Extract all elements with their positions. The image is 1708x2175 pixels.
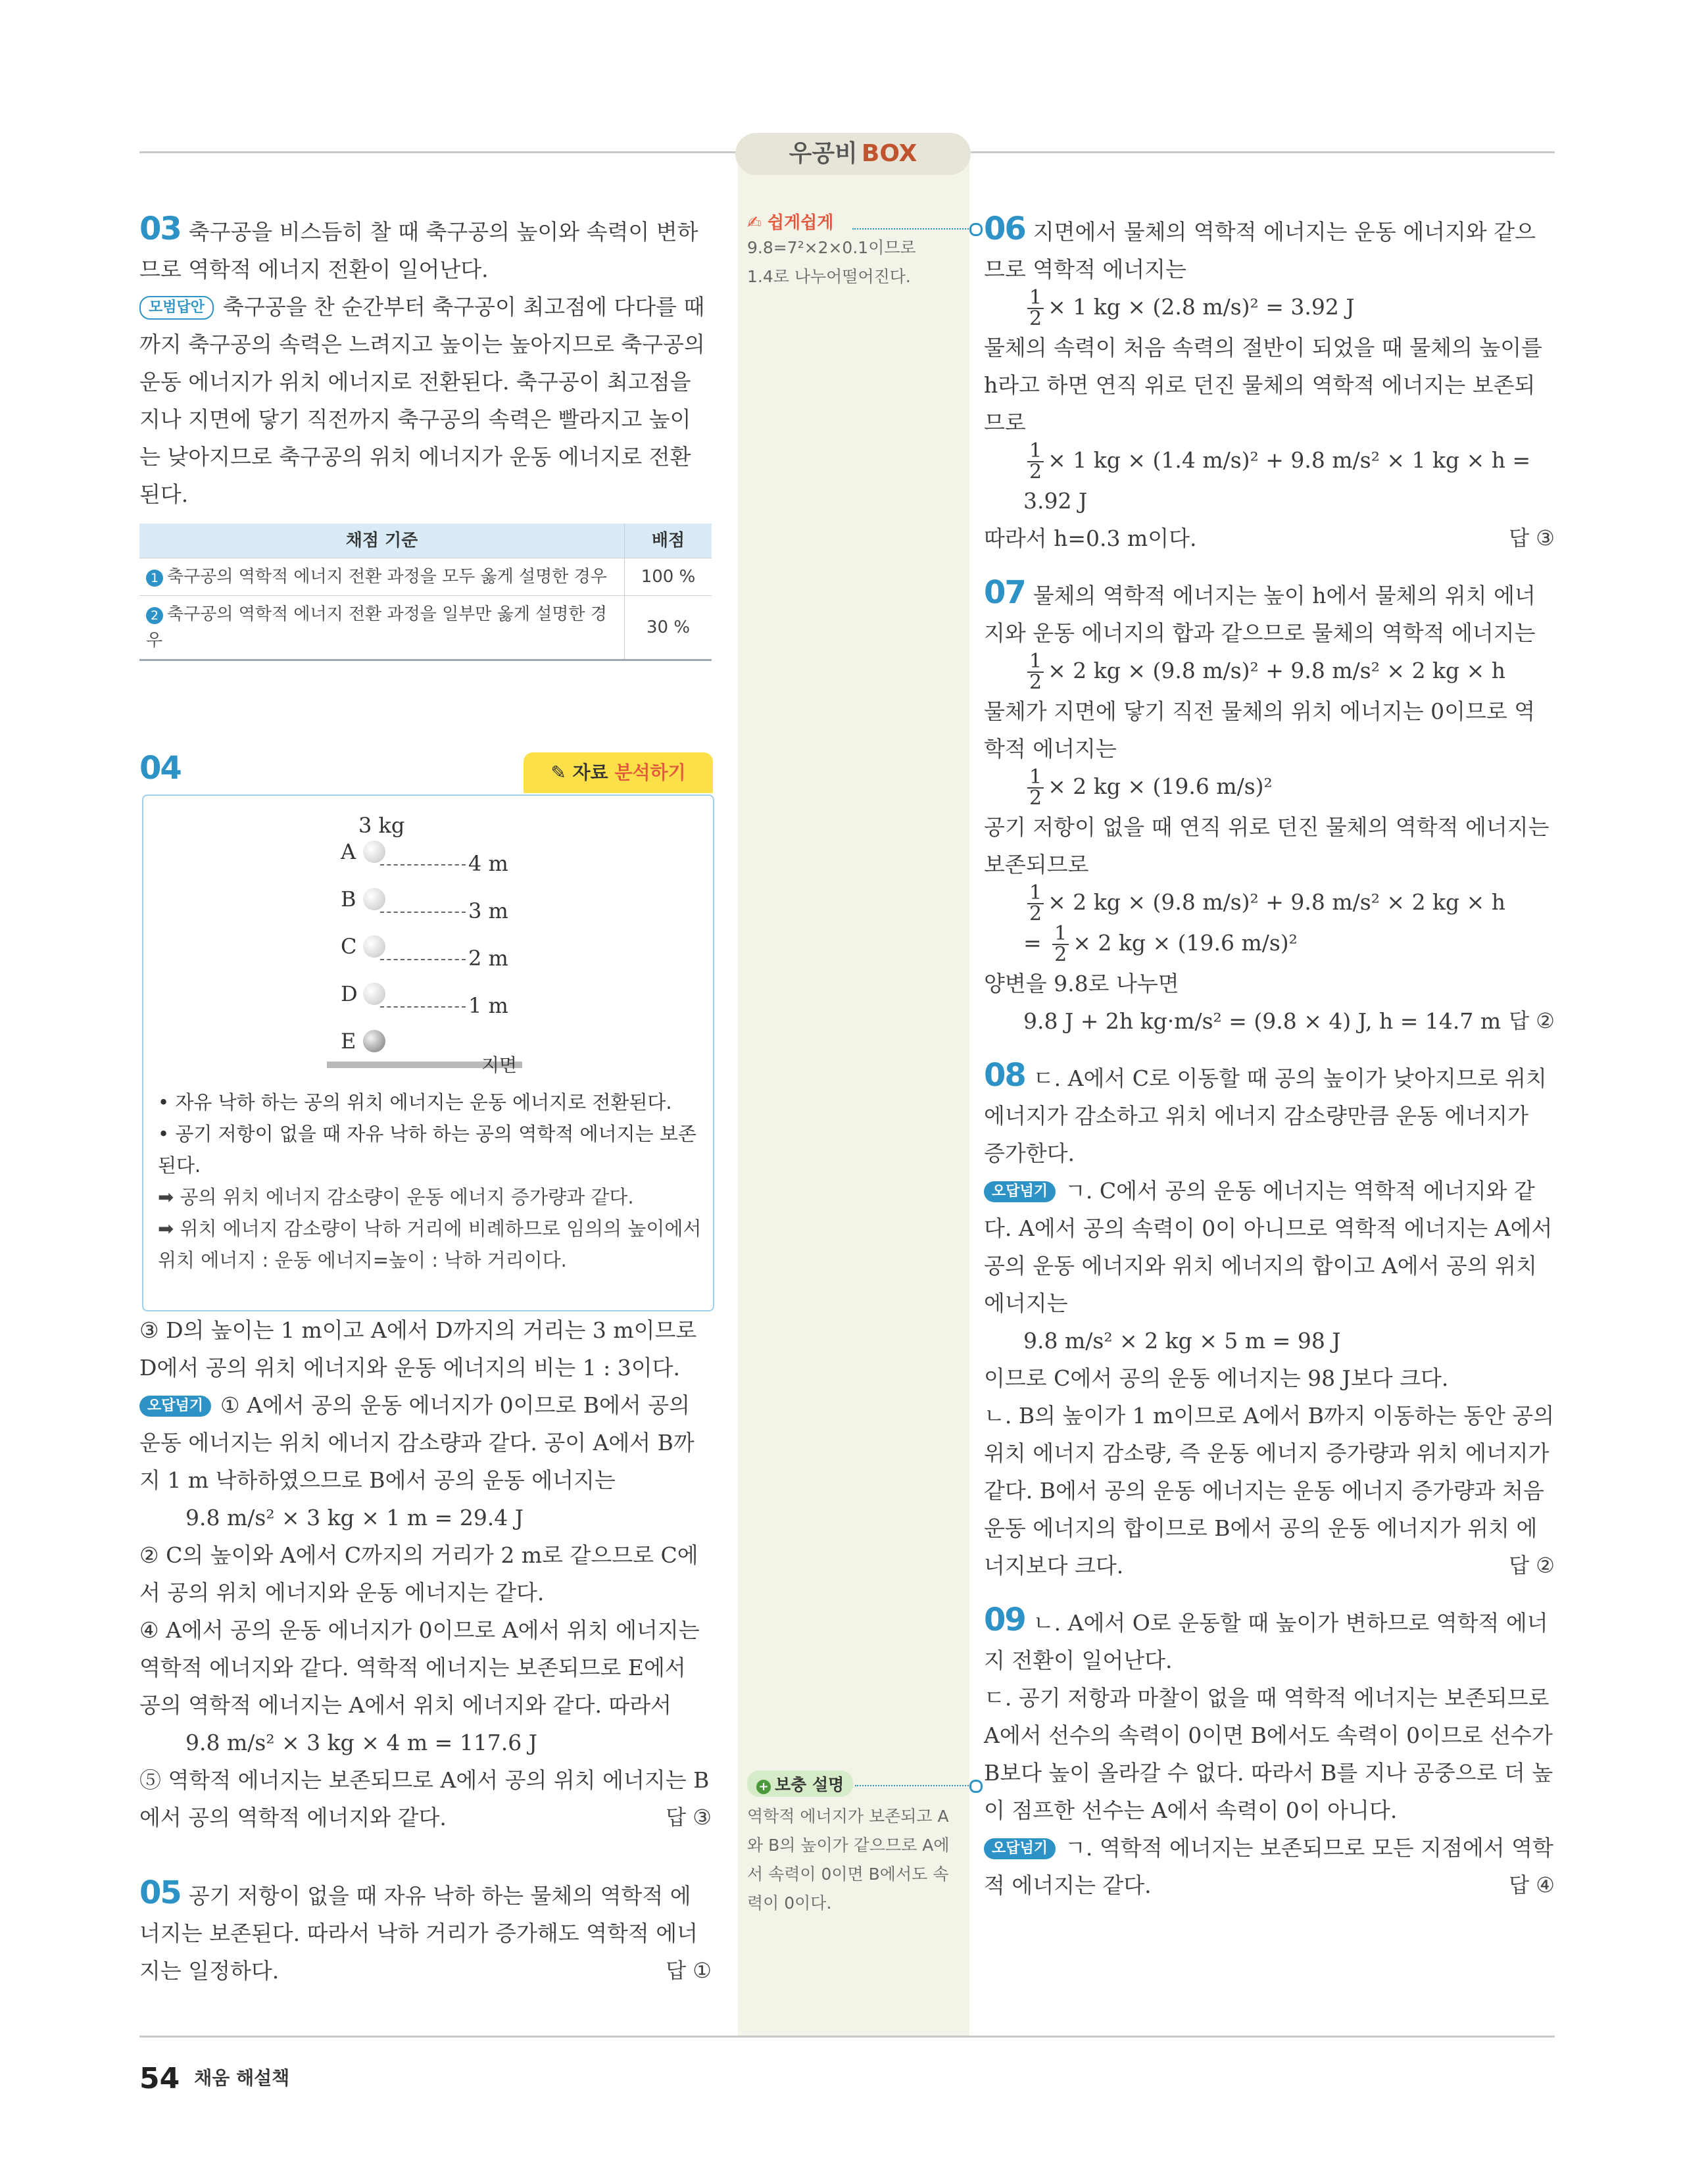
table-row: [139, 558, 712, 596]
q09-wrong-answer: 오답넘기 ㄱ. 역학적 에너지는 보존되므로 모든 지점에서 역학적 에너지는 같다. 답 ④: [984, 1829, 1555, 1904]
q07-equation-5: 9.8 J + 2h kg·m/s² = (9.8 × 4) J, h = 14.7 m 답 ②: [984, 1002, 1555, 1040]
fraction-half: $\frac{1}{2}$: [1027, 441, 1044, 482]
height-label-c: 2 m: [468, 946, 508, 971]
ball-d: [363, 983, 385, 1005]
easy-tip-leader: [852, 228, 971, 230]
ground-label: 지면: [481, 1054, 518, 1076]
q08-para-3: ㄴ. B의 높이가 1 m이므로 A에서 B까지 이동하는 동안 공의 위치 에너지 감소량, 즉 운동 에너지 증가량과 위치 에너지가 같다. B에서 공의 운동 에너지는 운동 에너지 증가량과 처음 운동 에너지의 합이므로 B에서 공의 운동 에너지가 위치 에너지보다 크다. 답 ②: [984, 1397, 1555, 1584]
ball-c: [363, 935, 385, 958]
q04-wrong-answer: 오답넘기 ① A에서 공의 운동 에너지가 0이므로 B에서 공의 운동 에너지는 위치 에너지 감소량과 같다. 공이 A에서 B까지 1 m 낙하하였으므로 B에서 공의 운동 에너지는: [139, 1392, 695, 1493]
q06-result: 따라서 h=0.3 m이다. 답 ③: [984, 520, 1555, 557]
supplement-text: 역학적 에너지가 보존되고 A와 B의 높이가 같으므로 A에서 속력이 0이면 B에서도 속력이 0이다.: [747, 1807, 950, 1913]
page-footer: [139, 2062, 289, 2095]
wrong-answer-badge: 오답넘기: [984, 1838, 1056, 1859]
fraction-half: $\frac{1}{2}$: [1052, 924, 1069, 965]
fraction-half: $\frac{1}{2}$: [1027, 652, 1044, 693]
q07-equation-3: $\frac{1}{2}$ × 2 kg × (9.8 m/s)² + 9.8 m/s² × 2 kg × h: [984, 883, 1555, 924]
q05-block: [139, 1874, 712, 1990]
q08-equation-1: 9.8 m/s² × 2 kg × 5 m = 98 J: [1023, 1328, 1341, 1354]
q06-equation-2: $\frac{1}{2}$ × 1 kg × (1.4 m/s)² + 9.8 m/s² × 1 kg × h = 3.92 J: [1023, 439, 1531, 514]
scoring-header-score: 배점: [625, 524, 712, 558]
q04-para-2: ② C의 높이와 A에서 C까지의 거리가 2 m로 같으므로 C에서 공의 위치 에너지와 운동 에너지는 같다.: [139, 1542, 698, 1605]
fraction-half: $\frac{1}{2}$: [1027, 288, 1044, 329]
height-label-b: 3 m: [468, 898, 508, 923]
q08-intro: 08 ㄷ. A에서 C로 이동할 때 공의 높이가 낮아지므로 위치 에너지가 감소하고 위치 에너지 감소량만큼 운동 에너지가 증가한다.: [984, 1057, 1547, 1166]
bottom-rule: [139, 2036, 1555, 2038]
q06-equation-1: $\frac{1}{2}$ × 1 kg × (2.8 m/s)² = 3.92 J: [984, 288, 1555, 329]
top-rule-left: [139, 151, 738, 153]
box-header-box: BOX: [861, 140, 917, 167]
easy-tip-line-1: 9.8=7²×2×0.1이므로: [747, 238, 916, 257]
q09-intro: 09 ㄴ. A에서 O로 운동할 때 높이가 변하므로 역학적 에너지 전환이 일어난다.: [984, 1601, 1548, 1673]
q03-number: 03: [139, 210, 181, 247]
point-label-a: A: [341, 839, 356, 864]
q04-number: 04: [139, 750, 181, 787]
pencil-icon: ✎: [550, 762, 566, 783]
q09-number: 09: [984, 1601, 1025, 1638]
point-label-c: C: [341, 934, 357, 959]
data-analysis-tab: ✎ 자료 분석하기: [524, 752, 713, 793]
easy-tip-line-2: 1.4로 나누어떨어진다.: [747, 267, 911, 286]
q08-answer: 답 ②: [1509, 1553, 1555, 1578]
q03-block: [139, 210, 712, 513]
q04-equation-2: 9.8 m/s² × 3 kg × 4 m = 117.6 J: [185, 1730, 538, 1755]
criterion-mark: 2: [146, 607, 163, 624]
box-header: [735, 133, 971, 175]
top-rule-right: [969, 151, 1555, 153]
q05-text: 05 공기 저항이 없을 때 자유 낙하 하는 물체의 역학적 에너지는 보존된다. 따라서 낙하 거리가 증가해도 역학적 에너지는 일정하다. 답 ①: [139, 1874, 712, 1990]
wrong-answer-badge: 오답넘기: [984, 1181, 1056, 1202]
supplement-badge: + 보충 설명: [747, 1771, 853, 1797]
q04-para-5: ⑤ 역학적 에너지는 보존되므로 A에서 공의 위치 에너지는 B에서 공의 역학적 에너지와 같다. 답 ③: [139, 1761, 712, 1836]
side-box-column: [738, 151, 969, 2036]
analysis-bullet: ➡ 공의 위치 에너지 감소량이 운동 에너지 증가량과 같다.: [158, 1186, 634, 1208]
plus-icon: +: [756, 1780, 771, 1794]
ball-b: [363, 888, 385, 910]
supplement-leader: [855, 1785, 971, 1786]
q04-para-3: ③ D의 높이는 1 m이고 A에서 D까지의 거리는 3 m이므로 D에서 공의 위치 에너지와 운동 에너지의 비는 1 : 3이다.: [139, 1317, 697, 1381]
ball-e: [363, 1030, 385, 1052]
fraction-half: $\frac{1}{2}$: [1027, 883, 1044, 924]
q05-answer: 답 ①: [666, 1958, 712, 1983]
fraction-half: $\frac{1}{2}$: [1027, 768, 1044, 808]
book-title: 채움 해설책: [194, 2067, 290, 2089]
dash-line-c: [380, 959, 466, 960]
q04-answer: 답 ③: [666, 1805, 712, 1830]
q06-mid: 물체의 속력이 처음 속력의 절반이 되었을 때 물체의 높이를 h라고 하면 연직 위로 던진 물체의 역학적 에너지는 보존되므로: [984, 335, 1542, 435]
height-label-d: 1 m: [468, 993, 508, 1018]
q07-equation-1: $\frac{1}{2}$ × 2 kg × (9.8 m/s)² + 9.8 m/s² × 2 kg × h: [984, 652, 1555, 693]
supplement-leader-dot: [969, 1780, 983, 1793]
point-label-e: E: [341, 1029, 356, 1054]
q06-intro: 06 지면에서 물체의 역학적 에너지는 운동 에너지와 같으므로 역학적 에너지는: [984, 210, 1536, 282]
table-cell: 2 축구공의 역학적 에너지 전환 과정을 일부만 옳게 설명한 경우: [139, 596, 625, 660]
easy-tip-leader-dot: [969, 223, 983, 236]
q08-wrong-answer: 오답넘기 ㄱ. C에서 공의 운동 에너지는 역학적 에너지와 같다. A에서 공의 속력이 0이 아니므로 역학적 에너지는 A에서 공의 운동 에너지와 위치 에너지의 합이고 A에서 공의 위치 에너지는: [984, 1178, 1553, 1316]
analysis-bullet: • 자유 낙하 하는 공의 위치 에너지는 운동 에너지로 전환된다.: [158, 1091, 672, 1113]
point-label-b: B: [341, 887, 356, 912]
q07-equation-2: $\frac{1}{2}$ × 2 kg × (19.6 m/s)²: [984, 768, 1555, 808]
scoring-table: [139, 524, 712, 661]
table-cell: 1 축구공의 역학적 에너지 전환 과정을 모두 옳게 설명한 경우: [139, 558, 625, 596]
wrong-answer-badge: 오답넘기: [139, 1396, 211, 1417]
q08-para-2: 이므로 C에서 공의 운동 에너지는 98 J보다 크다.: [984, 1365, 1449, 1391]
q06-answer: 답 ③: [1509, 525, 1555, 550]
height-label-a: 4 m: [468, 851, 508, 876]
criterion-mark: 1: [146, 570, 163, 587]
q07-mid-2: 공기 저항이 없을 때 연직 위로 던진 물체의 역학적 에너지는 보존되므로: [984, 814, 1549, 877]
q07-mid-3: 양변을 9.8로 나누면: [984, 971, 1179, 996]
right-column: [984, 210, 1555, 1904]
q05-number: 05: [139, 1874, 181, 1911]
pencil-icon: ✍: [747, 213, 762, 233]
dash-line-b: [380, 912, 466, 913]
analysis-bullet: • 공기 저항이 없을 때 자유 낙하 하는 공의 역학적 에너지는 보존된다.: [158, 1123, 696, 1177]
point-label-d: D: [341, 981, 358, 1006]
model-answer-badge: 모범답안: [139, 296, 214, 320]
q07-number: 07: [984, 574, 1025, 611]
dash-line-a: [380, 864, 466, 866]
q07-mid-1: 물체가 지면에 닿기 직전 물체의 위치 에너지는 0이므로 역학적 에너지는: [984, 698, 1536, 762]
page-number: 54: [139, 2062, 180, 2095]
table-cell: 100 %: [625, 558, 712, 596]
q04-para-4: ④ A에서 공의 운동 에너지가 0이므로 A에서 위치 에너지는 역학적 에너지와 같다. 역학적 에너지는 보존되므로 E에서 공의 역학적 에너지는 A에서 위치 에너지와 같다. 따라서: [139, 1617, 700, 1718]
q08-number: 08: [984, 1057, 1025, 1094]
box-header-label: 우공비: [789, 140, 858, 167]
table-row: [139, 596, 712, 660]
ball-a: [363, 841, 385, 863]
analysis-bullet: ➡ 위치 에너지 감소량이 낙하 거리에 비례하므로 임의의 높이에서 위치 에너지 : 운동 에너지=높이 : 낙하 거리이다.: [158, 1217, 702, 1271]
q04-equation-1: 9.8 m/s² × 3 kg × 1 m = 29.4 J: [185, 1505, 524, 1530]
easy-tip: [747, 209, 964, 291]
q06-number: 06: [984, 210, 1025, 247]
dash-line-d: [380, 1006, 466, 1008]
q07-equation-4: = $\frac{1}{2}$ × 2 kg × (19.6 m/s)²: [1023, 922, 1298, 966]
q07-answer: 답 ②: [1509, 1008, 1555, 1033]
q09-answer: 답 ④: [1509, 1872, 1555, 1897]
q03-model-answer: 모범답안 축구공을 찬 순간부터 축구공이 최고점에 다다를 때까지 축구공의 속력은 느려지고 높이는 높아지므로 축구공의 운동 에너지가 위치 에너지로 전환된다. 축구공이 최고점을 지나 지면에 닿기 직전까지 축구공의 속력은 빨라지고 높이는 낮아지므로 축구공의 위치 에너지가 운동 에너지로 전환된다.: [139, 294, 705, 507]
q04-explanation: [139, 1311, 712, 1836]
table-cell: 30 %: [625, 596, 712, 660]
supplement-note: [747, 1771, 964, 1918]
mass-label: 3 kg: [358, 813, 405, 838]
scoring-header-criterion: 채점 기준: [139, 524, 625, 558]
q03-intro: 03 축구공을 비스듬히 찰 때 축구공의 높이와 속력이 변하므로 역학적 에너지 전환이 일어난다.: [139, 210, 698, 282]
easy-tip-header: ✍ 쉽게쉽게: [747, 213, 834, 233]
q07-intro: 07 물체의 역학적 에너지는 높이 h에서 물체의 위치 에너지와 운동 에너지의 합과 같으므로 물체의 역학적 에너지는: [984, 574, 1536, 646]
q09-para-1: ㄷ. 공기 저항과 마찰이 없을 때 역학적 에너지는 보존되므로 A에서 선수의 속력이 0이면 B에서도 속력이 0이므로 선수가 B보다 높이 올라갈 수 없다. 따라서 B를 지나 공중으로 더 높이 점프한 선수는 A에서 속력이 0이 아니다.: [984, 1685, 1553, 1823]
